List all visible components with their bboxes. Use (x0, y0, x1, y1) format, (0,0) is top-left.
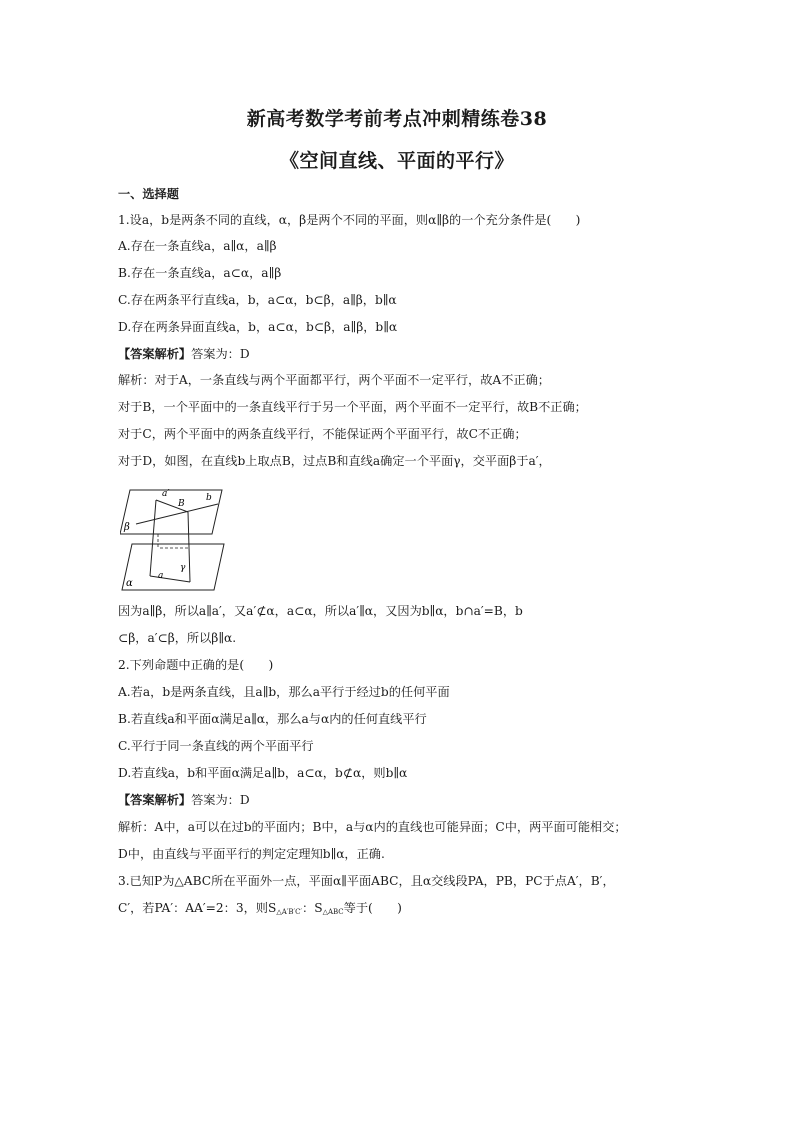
question-2-explanation-line: 解析：A中，a可以在过b的平面内；B中，a与α内的直线也可能异面；C中，两平面可能相交； (118, 820, 627, 834)
line-a (150, 576, 190, 582)
label-point-b: B (178, 499, 185, 509)
planes-figure (120, 482, 230, 602)
plane-gamma-edge (150, 500, 156, 576)
label-a-prime: a′ (162, 489, 170, 499)
question-1-explanation-line: 对于D，如图，在直线b上取点B，过点B和直线a确定一个平面γ，交平面β于a′， (118, 454, 551, 468)
question-1-option-b: B.存在一条直线a，a⊂α，a∥β (118, 266, 282, 280)
question-1-explanation-line: ⊂β，a′⊂β，所以β∥α. (118, 631, 237, 645)
question-2-option-c: C.平行于同一条直线的两个平面平行 (118, 739, 314, 753)
question-3-stem-line: 3.已知P为△ABC所在平面外一点，平面α∥平面ABC，且α交线段PA，PB，PC于点A′，B′， (118, 874, 615, 888)
document-subtitle: 《空间直线、平面的平行》 (279, 150, 514, 172)
answer-text: 答案为：D (191, 347, 250, 361)
q3-subscript: △ABC (322, 908, 344, 916)
question-1-explanation-line: 对于B，一个平面中的一条直线平行于另一个平面，两个平面不一定平行，故B不正确； (118, 400, 587, 414)
label-alpha: α (126, 578, 133, 589)
q3-subscript: △A′B′C′ (276, 908, 303, 916)
label-line-a: a (158, 571, 164, 581)
plane-alpha (122, 544, 224, 590)
question-3-stem-line (118, 900, 698, 920)
question-1-option-a: A.存在一条直线a，a∥α，a∥β (118, 239, 277, 253)
answer-tag: 【答案解析】 (118, 793, 192, 807)
question-1-stem: 1.设a，b是两条不同的直线，α，β是两个不同的平面，则α∥β的一个充分条件是( ) (118, 213, 581, 227)
answer-text: 答案为：D (191, 793, 250, 807)
answer-tag: 【答案解析】 (118, 347, 192, 361)
question-2-option-b: B.若直线a和平面α满足a∥α，那么a与α内的任何直线平行 (118, 712, 427, 726)
question-1-option-d: D.存在两条异面直线a，b，a⊂α，b⊂β，a∥β，b∥α (118, 320, 398, 334)
question-1-explanation-line: 解析：对于A，一条直线与两个平面都平行，两个平面不一定平行，故A不正确； (118, 373, 550, 387)
question-1-answer (118, 346, 698, 362)
question-1-explanation-line: 对于C，两个平面中的两条直线平行，不能保证两个平面平行，故C不正确； (118, 427, 527, 441)
q3-text-part: 等于( ) (343, 901, 402, 915)
line-b (136, 504, 218, 524)
question-2-stem: 2.下列命题中正确的是( ) (118, 658, 274, 672)
question-2-explanation-line: D中，由直线与平面平行的判定定理知b∥α，正确. (118, 847, 385, 861)
plane-gamma-edge (188, 512, 190, 582)
document-title: 新高考数学考前考点冲刺精练卷38 (246, 108, 548, 130)
question-2-option-a: A.若a，b是两条直线，且a∥b，那么a平行于经过b的任何平面 (118, 685, 450, 699)
question-1-explanation-line: 因为a∥β，所以a∥a′，又a′⊄α，a⊂α，所以a′∥α，又因为b∥α，b∩a′=B，b (118, 604, 523, 618)
section-heading: 一、选择题 (118, 187, 179, 201)
q3-text-part: ：S (302, 901, 323, 915)
label-line-b: b (206, 493, 212, 503)
q3-text-part: C′，若PA′：AA′=2：3，则S (118, 901, 277, 915)
question-2-answer (118, 792, 698, 808)
label-gamma: γ (180, 563, 186, 573)
question-1-option-c: C.存在两条平行直线a，b，a⊂α，b⊂β，a∥β，b∥α (118, 293, 397, 307)
label-beta: β (124, 522, 130, 533)
question-2-option-d: D.若直线a，b和平面α满足a∥b，a⊂α，b⊄α，则b∥α (118, 766, 408, 780)
